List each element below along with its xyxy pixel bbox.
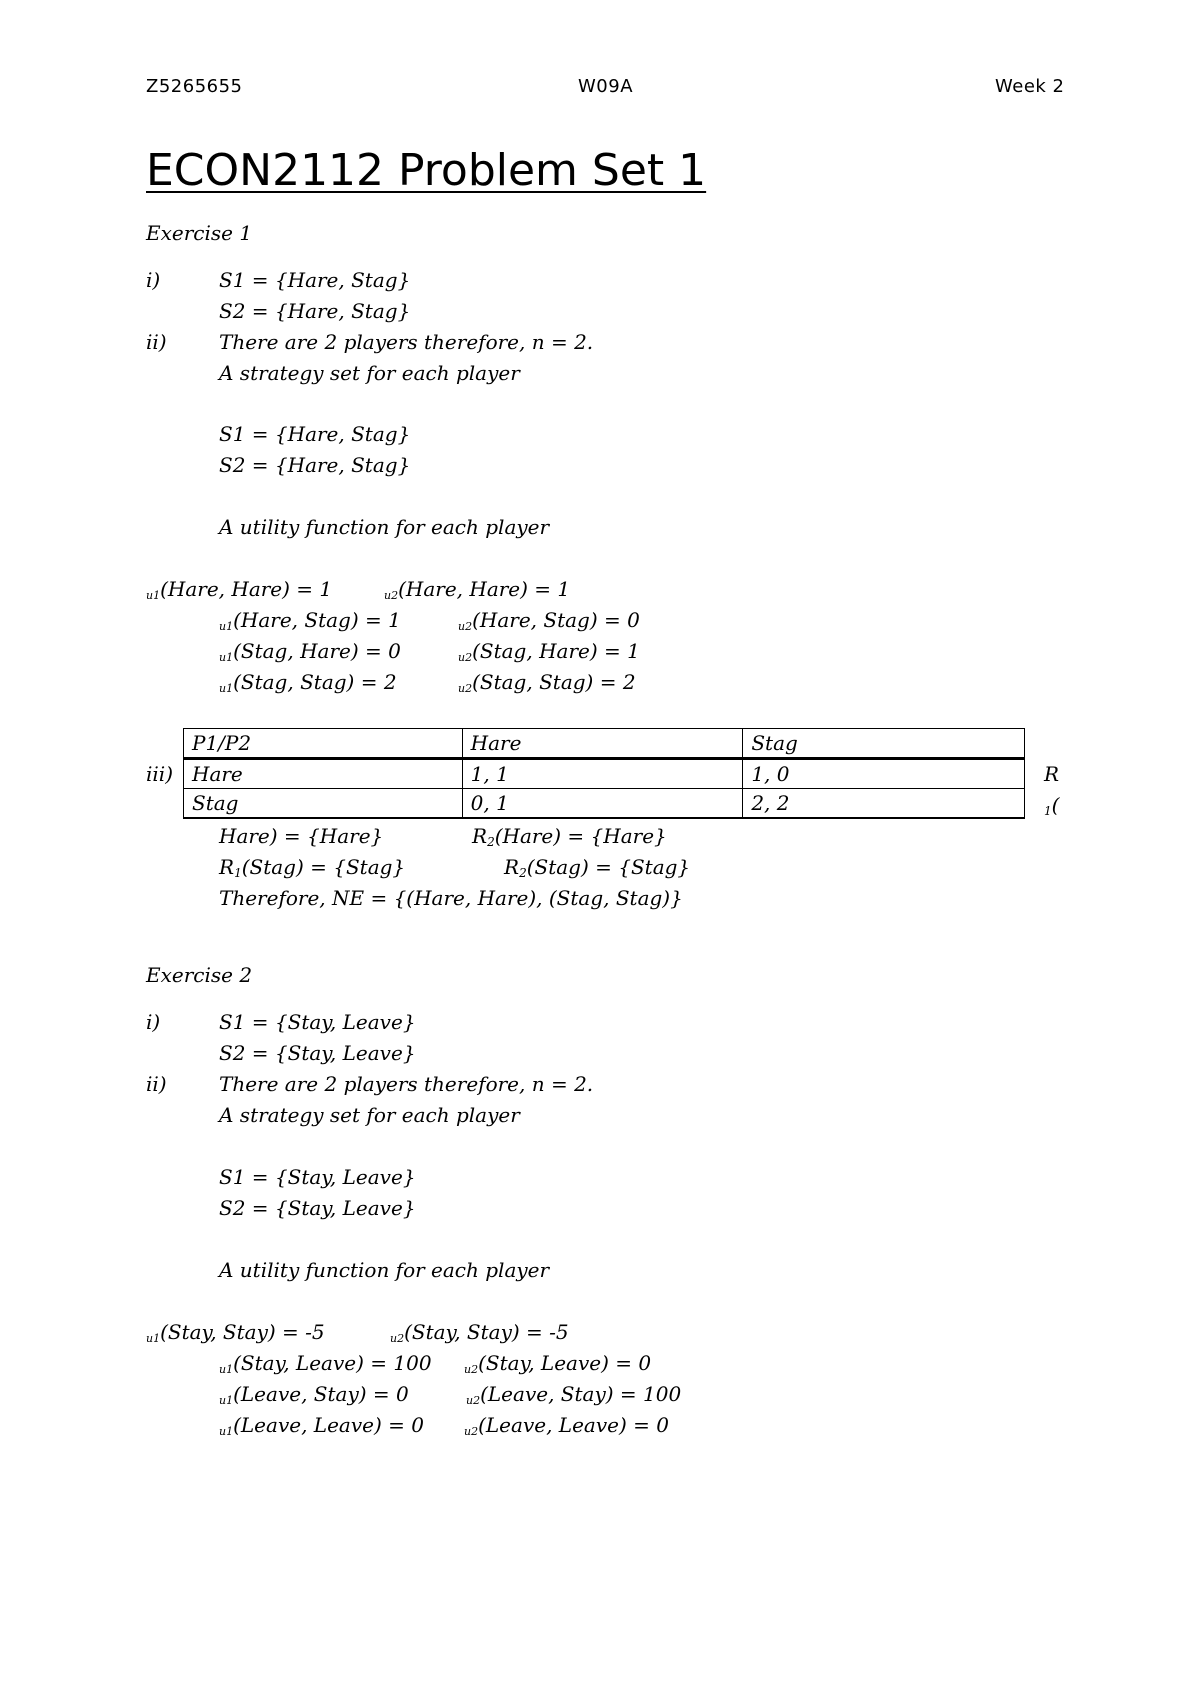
ex2-utility-text: A utility function for each player — [219, 1258, 550, 1282]
header-student-id: Z5265655 — [146, 76, 243, 97]
ex1-u1-row-1: u1(Hare, Hare) = 1 — [146, 577, 333, 602]
ex2-set-s2: S2 = {Stay, Leave} — [219, 1196, 416, 1220]
table-header-row — [184, 729, 1025, 759]
br-line-2-left: $R_1(Stag)$ = {Stag} — [219, 855, 406, 880]
table-cell: 1, 1 — [462, 759, 743, 789]
header-week: Week 2 — [995, 76, 1065, 97]
ex2-set-s1: S1 = {Stay, Leave} — [219, 1165, 416, 1189]
payoff-matrix — [183, 728, 1025, 819]
exercise-1-heading: Exercise 1 — [146, 221, 253, 245]
side-r-sub-label: $_1$( — [1044, 793, 1060, 818]
ex1-strategy-s1: S1 = {Hare, Stag} — [219, 268, 411, 292]
br-line-1-left: Hare) = {Hare} — [219, 824, 384, 848]
table-header-cell: Stag — [743, 729, 1025, 759]
ex1-strategy-s2: S2 = {Hare, Stag} — [219, 299, 411, 323]
ex2-part-i-label: i) — [146, 1010, 161, 1034]
ex1-u2-row-2: u2(Hare, Stag) = 0 — [458, 608, 640, 633]
ex1-utility-text: A utility function for each player — [219, 515, 550, 539]
ex1-part-iii-label: iii) — [146, 762, 173, 786]
header-tutorial: W09A — [578, 76, 634, 97]
ex2-u1-row-1: u1(Stay, Stay) = -5 — [146, 1320, 325, 1345]
table-row — [184, 759, 1025, 789]
table-cell: Hare — [184, 759, 463, 789]
ex1-u2-row-4: u2(Stag, Stag) = 2 — [458, 670, 636, 695]
nash-equilibrium-text: Therefore, NE = {(Hare, Hare), (Stag, Stag)} — [219, 886, 683, 910]
br-line-2-right: $R_2(Stag)$ = {Stag} — [504, 855, 691, 880]
ex2-u1-row-4: u1(Leave, Leave) = 0 — [219, 1413, 424, 1438]
ex1-u1-row-2: u1(Hare, Stag) = 1 — [219, 608, 401, 633]
ex2-u1-row-2: u1(Stay, Leave) = 100 — [219, 1351, 432, 1376]
ex2-part-ii-label: ii) — [146, 1072, 167, 1096]
ex1-u2-row-1: u2(Hare, Hare) = 1 — [384, 577, 571, 602]
document-title: ECON2112 Problem Set 1 — [146, 145, 707, 196]
side-r-label: R — [1044, 762, 1060, 786]
ex1-players-text: There are 2 players therefore, n = 2. — [219, 330, 594, 354]
ex1-strategy-set-text: A strategy set for each player — [219, 361, 520, 385]
ex2-u2-row-1: u2(Stay, Stay) = -5 — [390, 1320, 569, 1345]
table-header-cell: Hare — [462, 729, 743, 759]
table-cell: 2, 2 — [743, 789, 1025, 819]
u2-symbol: u2 — [384, 589, 399, 602]
ex1-part-ii-label: ii) — [146, 330, 167, 354]
ex2-players-text: There are 2 players therefore, n = 2. — [219, 1072, 594, 1096]
br-line-1-right: $R_2(Hare)$ = {Hare} — [472, 824, 667, 849]
table-cell: Stag — [184, 789, 463, 819]
ex2-u2-row-3: u2(Leave, Stay) = 100 — [466, 1382, 682, 1407]
ex2-strategy-set-text: A strategy set for each player — [219, 1103, 520, 1127]
table-cell: 0, 1 — [462, 789, 743, 819]
ex1-part-i-label: i) — [146, 268, 161, 292]
ex1-set-s1: S1 = {Hare, Stag} — [219, 422, 411, 446]
ex2-u2-row-2: u2(Stay, Leave) = 0 — [464, 1351, 652, 1376]
exercise-2-heading: Exercise 2 — [146, 963, 253, 987]
ex1-u1-row-3: u1(Stag, Hare) = 0 — [219, 639, 401, 664]
ex1-u1-row-4: u1(Stag, Stag) = 2 — [219, 670, 397, 695]
ex2-u2-row-4: u2(Leave, Leave) = 0 — [464, 1413, 669, 1438]
table-cell: 1, 0 — [743, 759, 1025, 789]
u1-symbol: u1 — [146, 589, 161, 602]
table-row — [184, 789, 1025, 819]
ex1-u2-row-3: u2(Stag, Hare) = 1 — [458, 639, 640, 664]
ex2-strategy-s1: S1 = {Stay, Leave} — [219, 1010, 416, 1034]
ex2-strategy-s2: S2 = {Stay, Leave} — [219, 1041, 416, 1065]
ex1-set-s2: S2 = {Hare, Stag} — [219, 453, 411, 477]
ex2-u1-row-3: u1(Leave, Stay) = 0 — [219, 1382, 409, 1407]
table-header-cell: P1/P2 — [184, 729, 463, 759]
